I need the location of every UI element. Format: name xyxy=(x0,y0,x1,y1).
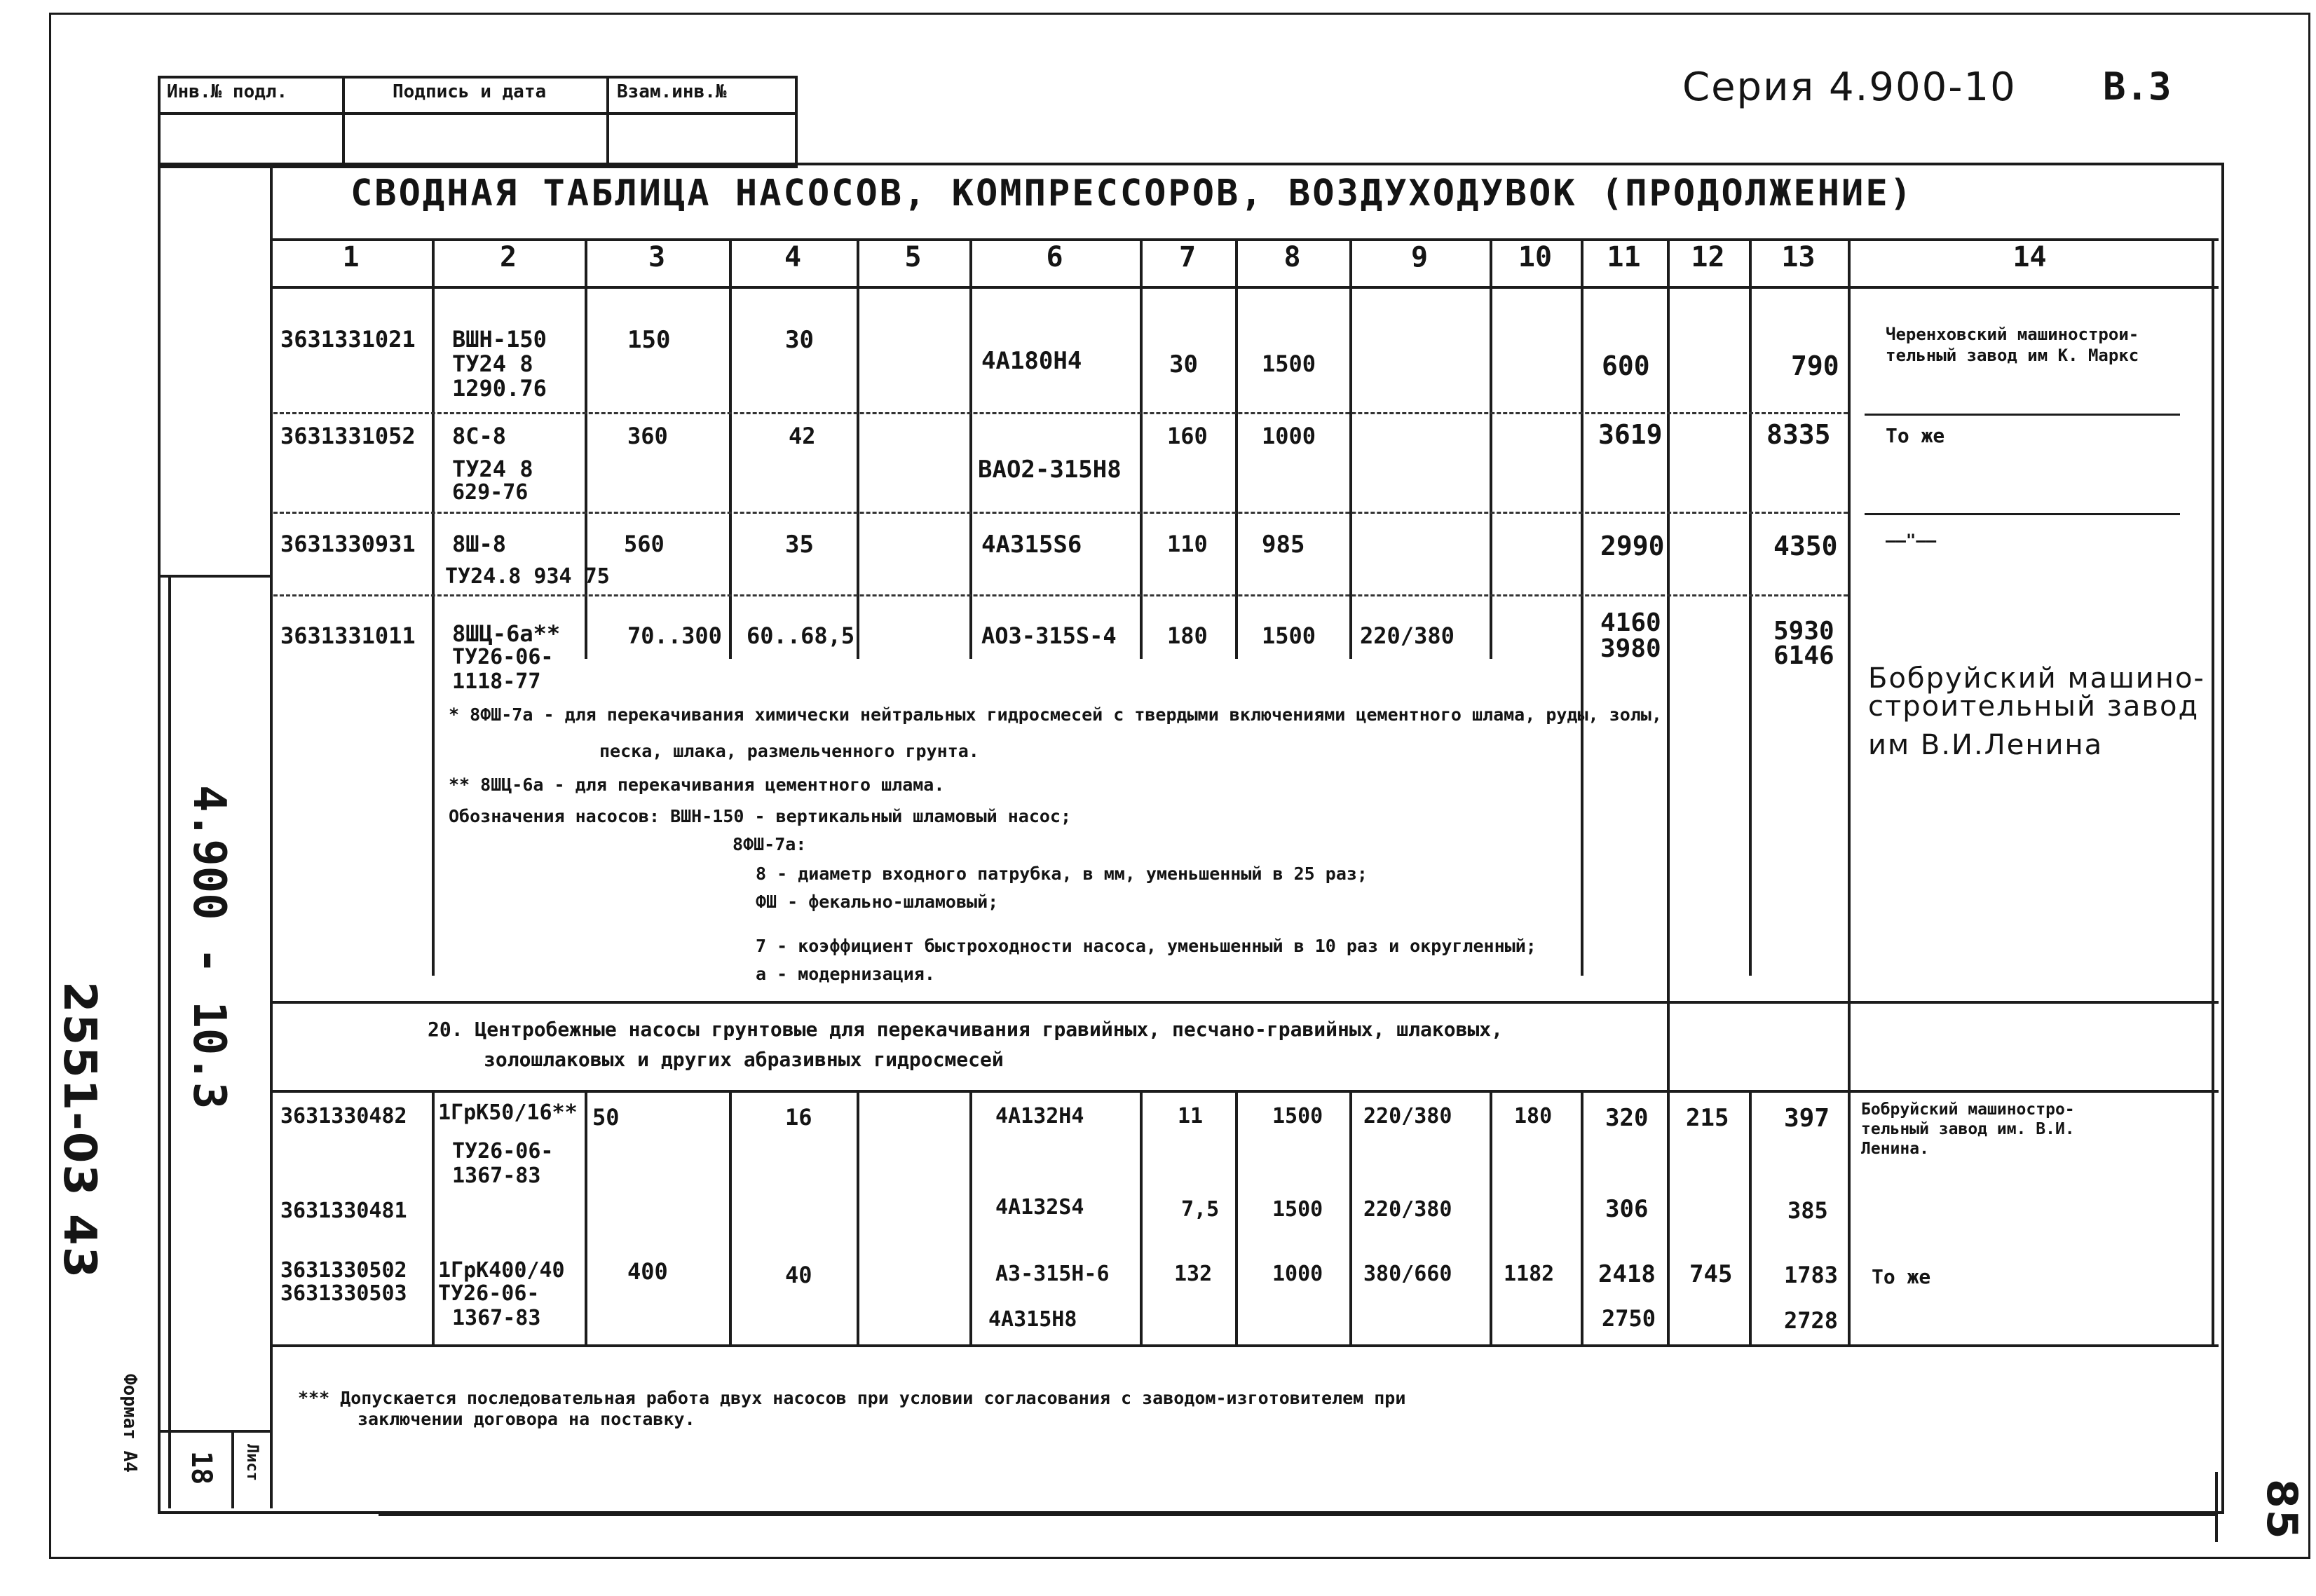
mass-11: 2990 xyxy=(1600,531,1665,561)
motor: 4А315S6 xyxy=(981,531,1082,559)
pump-type: ВШН-150 xyxy=(452,326,547,353)
flow: 150 xyxy=(627,326,671,354)
col-header-4: 4 xyxy=(784,241,802,273)
mass-11: 3619 xyxy=(1598,419,1663,450)
rpm: 1000 xyxy=(1272,1262,1323,1286)
maker-line2: тельный завод им К. Маркс xyxy=(1886,346,2139,365)
mass-13-a: 1783 xyxy=(1784,1262,1839,1288)
sheet-number: 18 xyxy=(185,1451,217,1485)
power: 7,5 xyxy=(1181,1197,1220,1222)
qty-10: 1182 xyxy=(1504,1262,1555,1286)
mass-11-b: 3980 xyxy=(1600,634,1661,663)
col-header-12: 12 xyxy=(1691,241,1725,273)
side-code: 4.900 - 10.3 xyxy=(183,785,235,1110)
pump-type: 8Ш-8 xyxy=(452,531,507,557)
row-code: 3631331011 xyxy=(280,622,416,649)
pump-spec: ТУ24.8 934 75 xyxy=(445,564,610,589)
col-header-11: 11 xyxy=(1607,241,1641,273)
mass-11-a: 4160 xyxy=(1600,608,1661,637)
mass-11-b: 2750 xyxy=(1602,1305,1656,1332)
format-label: Формат А4 xyxy=(119,1374,140,1473)
mass-11: 320 xyxy=(1605,1104,1649,1132)
motor: 4А180Н4 xyxy=(981,347,1082,375)
note-line: Обозначения насосов: ВШН-150 - вертикальный шламовый насос; xyxy=(449,806,1072,826)
pump-type: 8С-8 xyxy=(452,423,507,449)
flow: 70..300 xyxy=(627,622,722,649)
note-line: 7 - коэффициент быстроходности насоса, уменьшенный в 10 раз и округленный; xyxy=(756,936,1537,956)
row-code: 3631330482 xyxy=(280,1104,407,1128)
maker: ——"—— xyxy=(1886,531,1937,550)
section-heading-cont: золошлаковых и других абразивных гидросмесей xyxy=(484,1048,1004,1071)
note-line: ** 8ШЦ-6а - для перекачивания цементного шлама. xyxy=(449,775,945,795)
row-code: 3631331021 xyxy=(280,326,416,353)
note-line: ФШ - фекально-шламовый; xyxy=(756,892,999,912)
col-header-13: 13 xyxy=(1781,241,1816,273)
motor-a: АЗ-315Н-6 xyxy=(995,1262,1110,1286)
pump-spec: ТУ24 8 xyxy=(452,456,533,482)
rpm: 1500 xyxy=(1272,1104,1323,1128)
voltage: 220/380 xyxy=(1363,1104,1452,1128)
voltage: 220/380 xyxy=(1363,1197,1452,1222)
flow: 560 xyxy=(624,531,665,557)
maker-line3: Ленина. xyxy=(1861,1140,1929,1158)
maker-line2: тельный завод им. В.И. xyxy=(1861,1120,2075,1138)
motor: 4А132S4 xyxy=(995,1195,1084,1220)
rpm: 1500 xyxy=(1272,1197,1323,1222)
power: 132 xyxy=(1174,1262,1213,1286)
power: 11 xyxy=(1178,1104,1204,1128)
mass-13-a: 5930 xyxy=(1773,617,1834,646)
mass-13: 790 xyxy=(1791,350,1839,381)
mass-12: 745 xyxy=(1689,1260,1733,1288)
mass-13: 397 xyxy=(1784,1104,1830,1133)
pump-spec-year: 1290.76 xyxy=(452,375,547,402)
pump-spec: ТУ26-06- xyxy=(452,1139,554,1164)
head: 16 xyxy=(785,1104,812,1131)
row-code: 3631330931 xyxy=(280,531,416,557)
pump-spec: ТУ26-06- xyxy=(452,645,554,669)
maker: То же xyxy=(1872,1265,1931,1288)
pump-spec: ТУ24 8 xyxy=(452,350,533,377)
pump-spec-year: 1118-77 xyxy=(452,669,541,694)
power: 110 xyxy=(1167,531,1208,557)
flow: 360 xyxy=(627,423,668,449)
rpm: 1500 xyxy=(1262,350,1316,377)
power: 30 xyxy=(1169,350,1198,378)
col-header-7: 7 xyxy=(1178,241,1197,273)
rpm: 1000 xyxy=(1262,423,1316,449)
col-header-14: 14 xyxy=(2012,241,2047,273)
row-code-a: 3631330502 xyxy=(280,1258,407,1283)
stamp-inv: Инв.№ подл. xyxy=(167,81,288,102)
page-number: 85 xyxy=(2257,1479,2306,1541)
motor: АО3-315S-4 xyxy=(981,622,1117,649)
col-header-6: 6 xyxy=(1046,241,1063,273)
maker-line1: Бобруйский машино- xyxy=(1868,662,2205,695)
maker-line3: им В.И.Ленина xyxy=(1868,729,2104,761)
note-line: 8ФШ-7а: xyxy=(733,834,807,854)
stamp-vzam: Взам.инв.№ xyxy=(617,81,727,102)
motor: 4А132Н4 xyxy=(995,1104,1084,1128)
qty-10: 180 xyxy=(1514,1104,1553,1128)
col-header-1: 1 xyxy=(342,241,360,273)
archive-number: 2551-03 43 xyxy=(53,981,105,1280)
row-code-b: 3631330503 xyxy=(280,1281,407,1306)
head: 30 xyxy=(785,326,814,354)
motor-b: 4А315Н8 xyxy=(988,1307,1077,1332)
sheet-label: Лист xyxy=(243,1444,261,1481)
mass-11: 306 xyxy=(1605,1195,1649,1223)
series-issue: В.3 xyxy=(2103,64,2172,109)
rpm: 1500 xyxy=(1262,622,1316,649)
mass-11-a: 2418 xyxy=(1598,1260,1656,1288)
maker-line2: строительный завод xyxy=(1868,690,2200,723)
maker-line1: Бобруйский машиностро- xyxy=(1861,1100,2075,1119)
mass-12: 215 xyxy=(1686,1104,1729,1132)
footnote: *** Допускается последовательная работа двух насосов при условии согласования с заводом-изготовителем при xyxy=(298,1388,1406,1408)
pump-spec-year: 629-76 xyxy=(452,480,529,505)
row-code: 3631330481 xyxy=(280,1199,407,1223)
head: 40 xyxy=(785,1262,812,1288)
head: 60..68,5 xyxy=(747,622,855,649)
footnote-cont: заключении договора на поставку. xyxy=(357,1409,695,1429)
col-header-2: 2 xyxy=(499,241,517,273)
col-header-9: 9 xyxy=(1410,241,1429,273)
mass-13: 4350 xyxy=(1773,531,1838,561)
power: 160 xyxy=(1167,423,1208,449)
note-line: а - модернизация. xyxy=(756,964,935,984)
header-bottom xyxy=(270,286,2219,289)
mass-11: 600 xyxy=(1602,350,1650,381)
flow: 50 xyxy=(592,1104,620,1131)
mass-13-b: 2728 xyxy=(1784,1307,1839,1334)
series-label: Серия 4.900-10 xyxy=(1682,64,2017,110)
mass-13: 385 xyxy=(1787,1197,1828,1224)
flow: 400 xyxy=(627,1258,668,1285)
row-code: 3631331052 xyxy=(280,423,416,449)
stamp-sign: Подпись и дата xyxy=(393,81,547,102)
maker-line1: Черенховский машинострои- xyxy=(1886,325,2139,344)
pump-type: 1ГрК400/40 xyxy=(438,1258,565,1283)
section-heading: 20. Центробежные насосы грунтовые для перекачивания гравийных, песчано-гравийных, шлаковых, xyxy=(428,1018,1504,1041)
pump-spec-year: 1367-83 xyxy=(452,1164,541,1188)
voltage: 380/660 xyxy=(1363,1262,1452,1286)
maker: То же xyxy=(1886,424,1945,447)
col-header-3: 3 xyxy=(648,241,666,273)
col-header-10: 10 xyxy=(1518,241,1553,273)
mass-13: 8335 xyxy=(1766,419,1831,450)
note-line: 8 - диаметр входного патрубка, в мм, уменьшенный в 25 раз; xyxy=(756,864,1368,884)
page-title: СВОДНАЯ ТАБЛИЦА НАСОСОВ, КОМПРЕССОРОВ, ВОЗДУХОДУВОК (ПРОДОЛЖЕНИЕ) xyxy=(350,172,1914,214)
pump-type: 8ШЦ-6а** xyxy=(452,620,561,647)
motor: ВАО2-315Н8 xyxy=(978,456,1122,484)
head: 35 xyxy=(785,531,814,559)
note-line: * 8ФШ-7а - для перекачивания химически нейтральных гидросмесей с твердыми включениями цементного шлама, руды, золы, xyxy=(449,704,1662,725)
pump-type: 1ГрК50/16** xyxy=(438,1100,578,1125)
pump-spec-year: 1367-83 xyxy=(452,1306,541,1330)
voltage: 220/380 xyxy=(1360,622,1455,649)
col-header-8: 8 xyxy=(1283,241,1301,273)
power: 180 xyxy=(1167,622,1208,649)
note-line: песка, шлака, размельченного грунта. xyxy=(599,741,979,761)
mass-13-b: 6146 xyxy=(1773,641,1834,670)
head: 42 xyxy=(789,423,816,449)
rpm: 985 xyxy=(1262,531,1305,559)
pump-spec: ТУ26-06- xyxy=(438,1281,540,1306)
col-header-5: 5 xyxy=(904,241,922,273)
